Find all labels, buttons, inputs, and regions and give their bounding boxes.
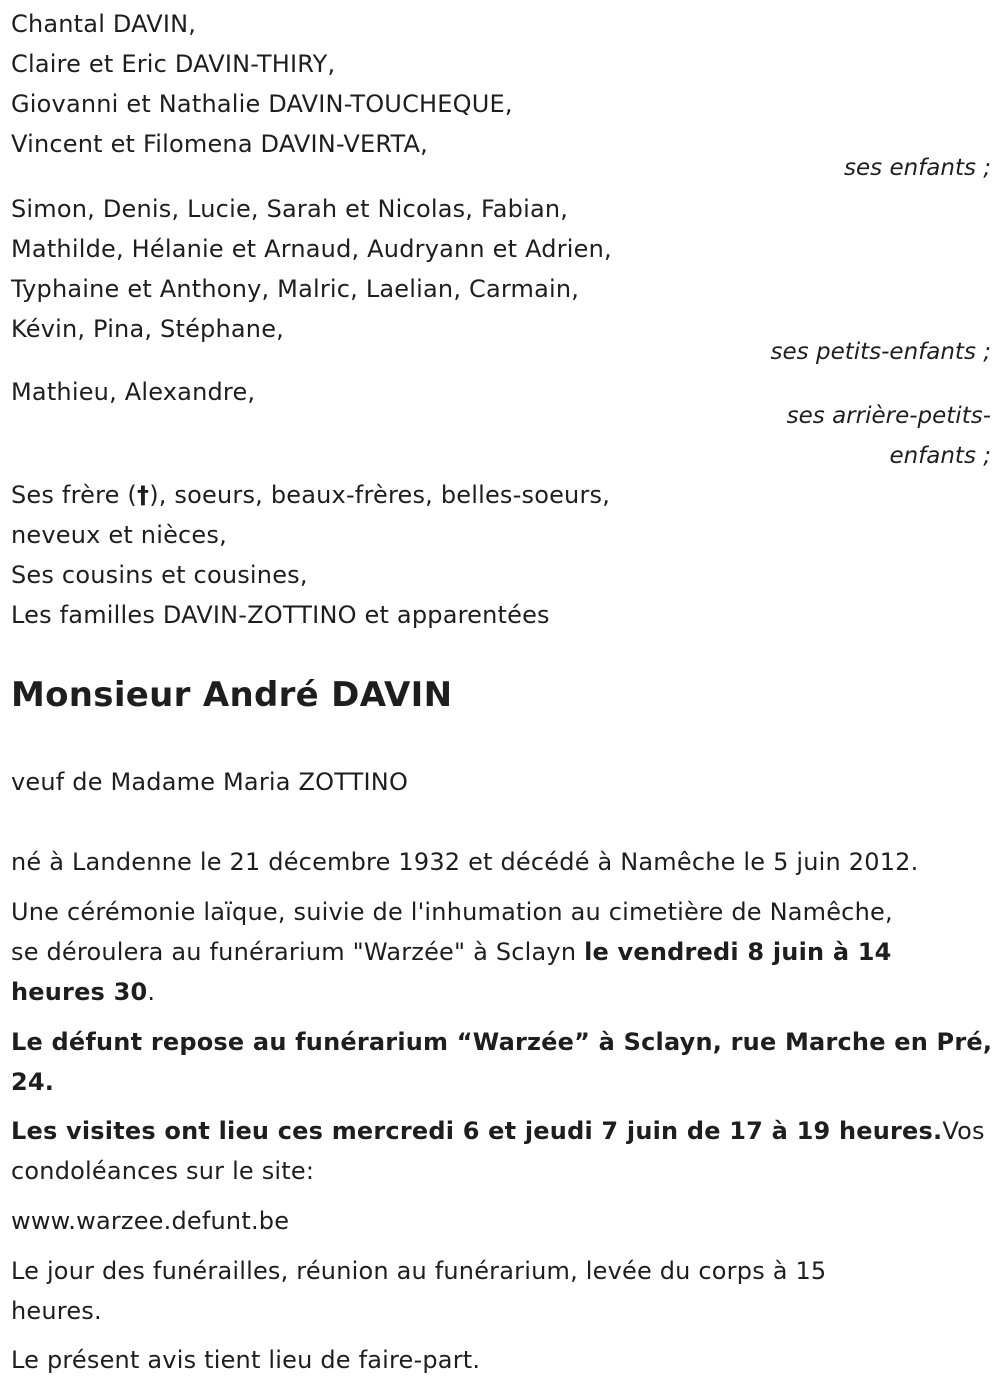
ceremony-line-2: [11, 932, 991, 972]
children-role: ses enfants ;: [844, 155, 991, 181]
family-group: [11, 475, 991, 635]
child-line: Claire et Eric DAVIN-THIRY,: [11, 50, 336, 78]
family-text: Ses frère (: [11, 481, 137, 509]
great-grandchildren-group: [11, 372, 991, 476]
cross-icon: †: [137, 481, 150, 509]
funeral-day-line-2: heures.: [11, 1297, 102, 1325]
great-grandchild-line: Mathieu, Alexandre,: [11, 378, 256, 406]
grandchild-line: Simon, Denis, Lucie, Sarah et Nicolas, Fabian,: [11, 195, 569, 223]
family-line-3: Ses cousins et cousines,: [11, 561, 308, 589]
family-line-2: neveux et nièces,: [11, 521, 227, 549]
family-text: ), soeurs, beaux-frères, belles-soeurs,: [149, 481, 611, 509]
ceremony-text: se déroulera au funérarium "Warzée" à Sclayn: [11, 938, 585, 966]
grandchildren-role: ses petits-enfants ;: [770, 339, 991, 365]
ceremony-end: .: [147, 978, 156, 1006]
family-line-4: Les familles DAVIN-ZOTTINO et apparentées: [11, 601, 550, 629]
ceremony-time: heures 30: [11, 978, 148, 1006]
visits-line-2: condoléances sur le site:: [11, 1157, 315, 1185]
grandchildren-group: [11, 189, 991, 372]
child-line: Chantal DAVIN,: [11, 10, 197, 38]
funeral-day-line-1: Le jour des funérailles, réunion au funérarium, levée du corps à 15: [11, 1257, 827, 1285]
great-grandchildren-role-2: enfants ;: [889, 443, 991, 469]
ceremony-line-3: [11, 972, 991, 1012]
repose-line-2: 24.: [11, 1068, 55, 1096]
closing-note: Le présent avis tient lieu de faire-part.: [11, 1346, 481, 1374]
grandchild-line: Kévin, Pina, Stéphane,: [11, 315, 285, 343]
child-line: Giovanni et Nathalie DAVIN-TOUCHEQUE,: [11, 90, 513, 118]
deceased-name: Monsieur André DAVIN: [11, 675, 453, 715]
visits-paragraph: [11, 1111, 991, 1191]
grandchild-line: Mathilde, Hélanie et Arnaud, Audryann et Adrien,: [11, 235, 612, 263]
ceremony-date: le vendredi 8 juin à 14: [584, 938, 892, 966]
widower-of: veuf de Madame Maria ZOTTINO: [11, 768, 409, 796]
great-grandchildren-role-1: ses arrière-petits-: [786, 403, 991, 429]
visits-line-1: [11, 1111, 991, 1151]
children-group: [11, 4, 991, 188]
grandchild-line: Typhaine et Anthony, Malric, Laelian, Carmain,: [11, 275, 580, 303]
birth-death: né à Landenne le 21 décembre 1932 et décédé à Namêche le 5 juin 2012.: [11, 848, 919, 876]
visits-hours: Les visites ont lieu ces mercredi 6 et jeudi 7 juin de 17 à 19 heures.: [11, 1117, 943, 1145]
repose-paragraph: [11, 1022, 991, 1102]
website-link[interactable]: www.warzee.defunt.be: [11, 1207, 290, 1235]
family-line-1: [11, 475, 991, 515]
ceremony-paragraph: [11, 892, 991, 1012]
funeral-day-paragraph: [11, 1251, 991, 1331]
child-line: Vincent et Filomena DAVIN-VERTA,: [11, 130, 428, 158]
visits-after: Vos: [942, 1117, 985, 1145]
repose-line-1: Le défunt repose au funérarium “Warzée” à Sclayn, rue Marche en Pré,: [11, 1028, 993, 1056]
ceremony-line-1: Une cérémonie laïque, suivie de l'inhumation au cimetière de Namêche,: [11, 898, 893, 926]
